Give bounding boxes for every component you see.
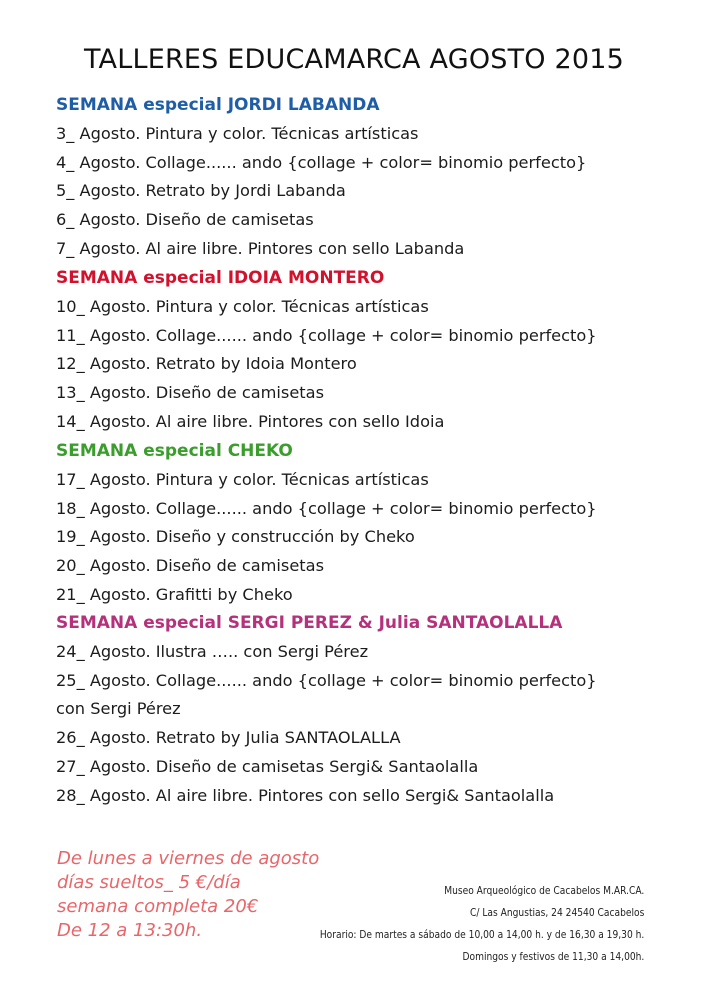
pricing-line: De lunes a viernes de agosto bbox=[57, 848, 320, 869]
contact-block bbox=[319, 880, 644, 968]
schedule-entry: 25_ Agosto. Collage...... ando {collage + color= binomio perfecto} bbox=[56, 670, 597, 690]
museum-address: C/ Las Angustias, 24 24540 Cacabelos bbox=[469, 907, 644, 919]
schedule-entry: 5_ Agosto. Retrato by Jordi Labanda bbox=[56, 181, 346, 201]
page-title: TALLERES EDUCAMARCA AGOSTO 2015 bbox=[83, 44, 625, 75]
week-section-labanda bbox=[56, 91, 696, 264]
schedule-entry: 3_ Agosto. Pintura y color. Técnicas artísticas bbox=[56, 123, 419, 143]
pricing-block bbox=[57, 847, 319, 943]
schedule-entry-continuation: con Sergi Pérez bbox=[56, 699, 181, 719]
schedule-entry: 17_ Agosto. Pintura y color. Técnicas artísticas bbox=[56, 469, 429, 489]
week-section-cheko bbox=[56, 437, 696, 610]
schedule-entry: 6_ Agosto. Diseño de camisetas bbox=[56, 210, 314, 230]
schedule-entry: 12_ Agosto. Retrato by Idoia Montero bbox=[56, 354, 357, 374]
week-heading: SEMANA especial JORDI LABANDA bbox=[56, 95, 380, 115]
pricing-line: días sueltos_ 5 €/día bbox=[57, 872, 241, 893]
schedule-entry: 11_ Agosto. Collage...... ando {collage + color= binomio perfecto} bbox=[56, 325, 597, 345]
schedule-entry: 13_ Agosto. Diseño de camisetas bbox=[56, 383, 325, 403]
schedule-entry: 20_ Agosto. Diseño de camisetas bbox=[56, 556, 325, 576]
holiday-hours: Domingos y festivos de 11,30 a 14,00h. bbox=[462, 951, 644, 963]
schedule-entry: 21_ Agosto. Grafitti by Cheko bbox=[56, 584, 293, 604]
week-section-montero bbox=[56, 264, 696, 437]
schedule-entry: 27_ Agosto. Diseño de camisetas Sergi& Santaolalla bbox=[56, 756, 479, 776]
pricing-line: De 12 a 13:30h. bbox=[57, 920, 203, 941]
schedule-entry: 24_ Agosto. Ilustra ….. con Sergi Pérez bbox=[56, 641, 369, 661]
schedule-entry: 7_ Agosto. Al aire libre. Pintores con sello Labanda bbox=[56, 238, 465, 258]
schedule-entry: 14_ Agosto. Al aire libre. Pintores con sello Idoia bbox=[56, 411, 445, 431]
schedule-entry: 19_ Agosto. Diseño y construcción by Cheko bbox=[56, 527, 415, 547]
week-section-perez-santaolalla bbox=[56, 609, 696, 811]
week-heading: SEMANA especial SERGI PEREZ & Julia SANTAOLALLA bbox=[56, 613, 563, 633]
pricing-line: semana completa 20€ bbox=[57, 896, 259, 917]
schedule-entry: 28_ Agosto. Al aire libre. Pintores con sello Sergi& Santaolalla bbox=[56, 785, 555, 805]
museum-name: Museo Arqueológico de Cacabelos M.AR.CA. bbox=[443, 885, 644, 897]
week-heading: SEMANA especial CHEKO bbox=[56, 441, 293, 461]
schedule-entry: 10_ Agosto. Pintura y color. Técnicas artísticas bbox=[56, 296, 429, 316]
week-heading: SEMANA especial IDOIA MONTERO bbox=[56, 268, 385, 288]
schedule-entry: 18_ Agosto. Collage...... ando {collage + color= binomio perfecto} bbox=[56, 498, 597, 518]
schedule-entry: 26_ Agosto. Retrato by Julia SANTAOLALLA bbox=[56, 728, 401, 748]
opening-hours: Horario: De martes a sábado de 10,00 a 14,00 h. y de 16,30 a 19,30 h. bbox=[319, 929, 644, 941]
schedule-entry: 4_ Agosto. Collage...... ando {collage + color= binomio perfecto} bbox=[56, 152, 587, 172]
